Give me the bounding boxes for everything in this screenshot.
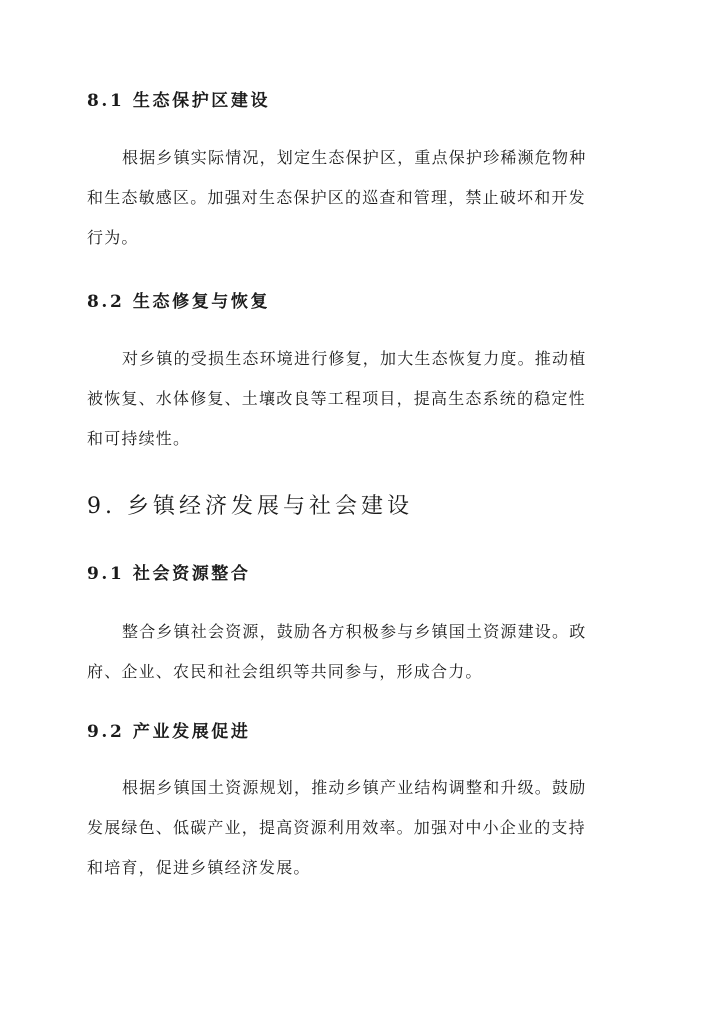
paragraph-line: 行为。 bbox=[87, 228, 139, 247]
paragraph-line: 发展绿色、低碳产业，提高资源利用效率。加强对中小企业的支持 bbox=[87, 818, 586, 837]
section-heading-8-2: 8.2 生态修复与恢复 bbox=[87, 292, 271, 312]
paragraph-line: 被恢复、水体修复、土壤改良等工程项目，提高生态系统的稳定性 bbox=[87, 389, 586, 408]
paragraph-line: 根据乡镇国土资源规划，推动乡镇产业结构调整和升级。鼓励 bbox=[122, 778, 587, 797]
paragraph-line: 和可持续性。 bbox=[87, 429, 191, 448]
paragraph-line: 根据乡镇实际情况，划定生态保护区，重点保护珍稀濒危物种 bbox=[122, 148, 587, 167]
paragraph-line: 对乡镇的受损生态环境进行修复，加大生态恢复力度。推动植 bbox=[122, 349, 587, 368]
chapter-heading-9: 9. 乡镇经济发展与社会建设 bbox=[87, 494, 413, 519]
paragraph-line: 和生态敏感区。加强对生态保护区的巡查和管理，禁止破坏和开发 bbox=[87, 188, 586, 207]
section-heading-8-1: 8.1 生态保护区建设 bbox=[87, 91, 271, 111]
section-heading-9-2: 9.2 产业发展促进 bbox=[87, 722, 251, 742]
section-8-1-paragraph bbox=[87, 146, 635, 250]
section-9-1-paragraph bbox=[87, 620, 635, 684]
paragraph-line: 和培育，促进乡镇经济发展。 bbox=[87, 858, 311, 877]
paragraph-line: 整合乡镇社会资源，鼓励各方积极参与乡镇国土资源建设。政 bbox=[122, 622, 587, 641]
section-heading-9-1: 9.1 社会资源整合 bbox=[87, 564, 251, 584]
section-9-2-paragraph bbox=[87, 776, 635, 880]
section-8-2-paragraph bbox=[87, 347, 635, 451]
paragraph-line: 府、企业、农民和社会组织等共同参与，形成合力。 bbox=[87, 662, 483, 681]
